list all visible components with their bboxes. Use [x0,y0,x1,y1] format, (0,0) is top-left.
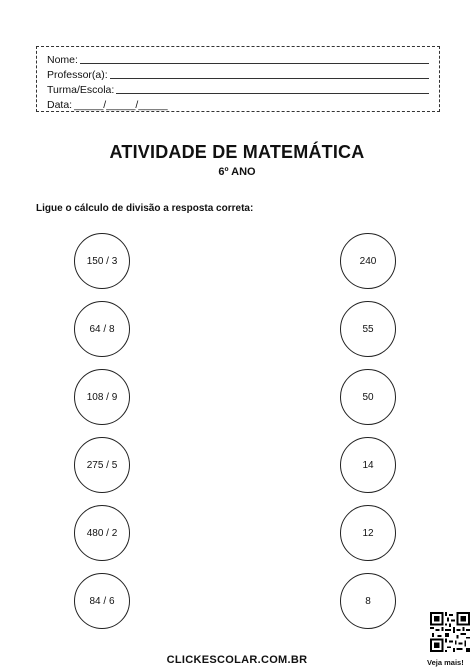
right-circle-4[interactable]: 14 [340,437,396,493]
left-circle-4[interactable]: 275 / 5 [74,437,130,493]
class-school-label: Turma/Escola: [47,84,115,96]
footer-brand[interactable]: CLICKESCOLAR.COM.BR [166,654,308,666]
left-circle-5[interactable]: 480 / 2 [74,505,130,561]
qr-caption: Veja mais! [427,658,464,667]
name-label: Nome: [47,54,78,66]
teacher-field-row [47,66,429,81]
right-circle-2[interactable]: 55 [340,301,396,357]
right-circle-3[interactable]: 50 [340,369,396,425]
teacher-line [110,68,429,79]
right-circle-6[interactable]: 8 [340,573,396,629]
name-field-row [47,51,429,66]
date-blanks: _____/_____/_____ [74,99,168,111]
page-title: ATIVIDADE DE MATEMÁTICA [109,142,365,162]
grade-subtitle: 6º ANO [218,166,256,178]
right-circle-1[interactable]: 240 [340,233,396,289]
instruction-text: Ligue o cálculo de divisão a resposta correta: [36,203,254,214]
date-label: Data: [47,99,73,111]
class-school-field-row [47,81,429,96]
class-school-line [116,83,429,94]
teacher-label: Professor(a): [47,69,108,81]
student-info-box [36,46,440,112]
left-circle-2[interactable]: 64 / 8 [74,301,130,357]
right-circle-5[interactable]: 12 [340,505,396,561]
name-line [80,53,429,64]
qr-code-icon[interactable] [430,612,470,652]
left-circle-3[interactable]: 108 / 9 [74,369,130,425]
left-circle-1[interactable]: 150 / 3 [74,233,130,289]
left-circle-6[interactable]: 84 / 6 [74,573,130,629]
date-field-row [47,96,429,111]
